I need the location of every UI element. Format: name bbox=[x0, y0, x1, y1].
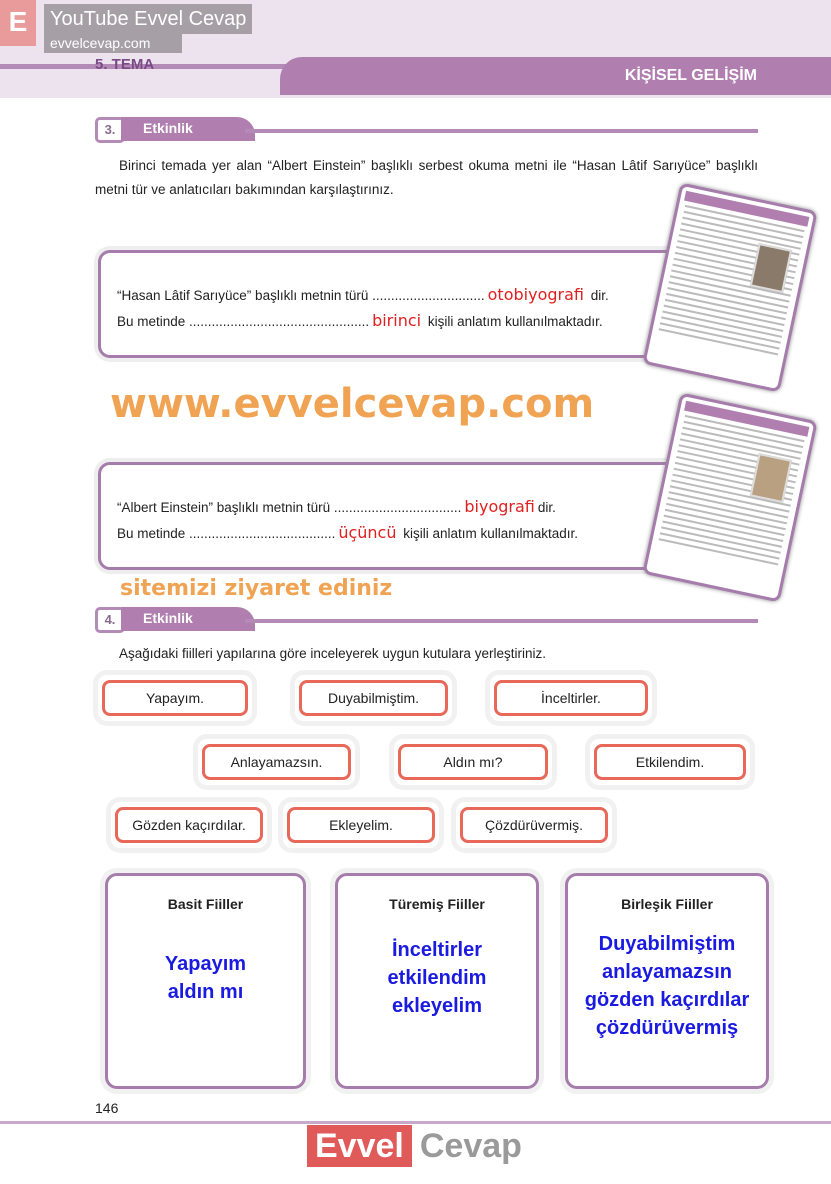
youtube-watermark: YouTube Evvel Cevap bbox=[44, 4, 252, 34]
divider bbox=[245, 619, 758, 623]
theme-tab bbox=[280, 57, 831, 95]
word-card: Ekleyelim. bbox=[283, 802, 439, 848]
word-card: Yapayım. bbox=[98, 675, 252, 721]
activity3-instruction: Birinci temada yer alan “Albert Einstein” başlıklı serbest okuma metni ile “Hasan Lâtif Sarıyüce” başlıklı metni tür ve anlatıcıları bakımından karşılaştırınız. bbox=[95, 158, 758, 197]
page-thumbnail-einstein bbox=[642, 392, 817, 602]
diagonal-watermark-2: sitemizi ziyaret ediniz bbox=[120, 576, 393, 601]
activity3-header bbox=[95, 117, 760, 141]
portrait-photo bbox=[750, 453, 792, 503]
word-card: Duyabilmiştim. bbox=[295, 675, 452, 721]
evvel-logo-icon: E bbox=[0, 0, 36, 46]
activity-label: Etkinlik bbox=[121, 607, 255, 631]
category-turemis: Türemiş Fiiller İnceltirler etkilendim ekleyelim bbox=[335, 873, 539, 1089]
line-genre: “Albert Einstein” başlıklı metnin türü .................................. biyografi dir. bbox=[117, 497, 556, 516]
answer-narrator: birinci bbox=[372, 311, 422, 330]
activity4-header bbox=[95, 607, 760, 631]
word-card: Anlayamazsın. bbox=[198, 739, 355, 785]
word-card: Çözdürüvermiş. bbox=[456, 802, 612, 848]
portrait-photo bbox=[750, 243, 792, 293]
category-basit: Basit Fiiller Yapayım aldın mı bbox=[105, 873, 306, 1089]
word-card: Aldın mı? bbox=[394, 739, 552, 785]
line-genre: “Hasan Lâtif Sarıyüce” başlıklı metnin türü .............................. otobiyografi dir. bbox=[117, 285, 609, 304]
theme-number: 5. TEMA bbox=[95, 56, 155, 73]
footer-line bbox=[0, 1121, 831, 1124]
activity-number: 4. bbox=[95, 607, 125, 633]
answer-genre: biyografi bbox=[464, 497, 535, 516]
page-number: 146 bbox=[95, 1100, 119, 1116]
activity-number: 3. bbox=[95, 117, 125, 143]
page-thumbnail-hasan bbox=[642, 182, 817, 392]
divider bbox=[245, 129, 758, 133]
word-card: Etkilendim. bbox=[590, 739, 750, 785]
answer-genre: otobiyografi bbox=[487, 285, 584, 304]
activity-label: Etkinlik bbox=[121, 117, 255, 141]
line-narrator: Bu metinde ................................................ birinci kişili anlatım kullanılmaktadır. bbox=[117, 311, 603, 330]
footer-logo: Evvel Cevap bbox=[307, 1125, 522, 1167]
theme-title: KİŞİSEL GELİŞİM bbox=[624, 67, 757, 84]
word-card: Gözden kaçırdılar. bbox=[111, 802, 267, 848]
category-birlesik: Birleşik Fiiller Duyabilmiştim anlayamazsın gözden kaçırdılar çözdürüvermiş bbox=[565, 873, 769, 1089]
activity4-instruction: Aşağıdaki fiilleri yapılarına göre inceleyerek uygun kutulara yerleştiriniz. bbox=[119, 646, 546, 661]
word-card: İnceltirler. bbox=[490, 675, 652, 721]
answer-narrator: üçüncü bbox=[338, 523, 397, 542]
line-narrator: Bu metinde ....................................... üçüncü kişili anlatım kullanılmaktadır. bbox=[117, 523, 579, 542]
site-watermark: evvelcevap.com bbox=[44, 34, 182, 53]
diagonal-watermark: www.evvelcevap.com bbox=[110, 381, 595, 427]
